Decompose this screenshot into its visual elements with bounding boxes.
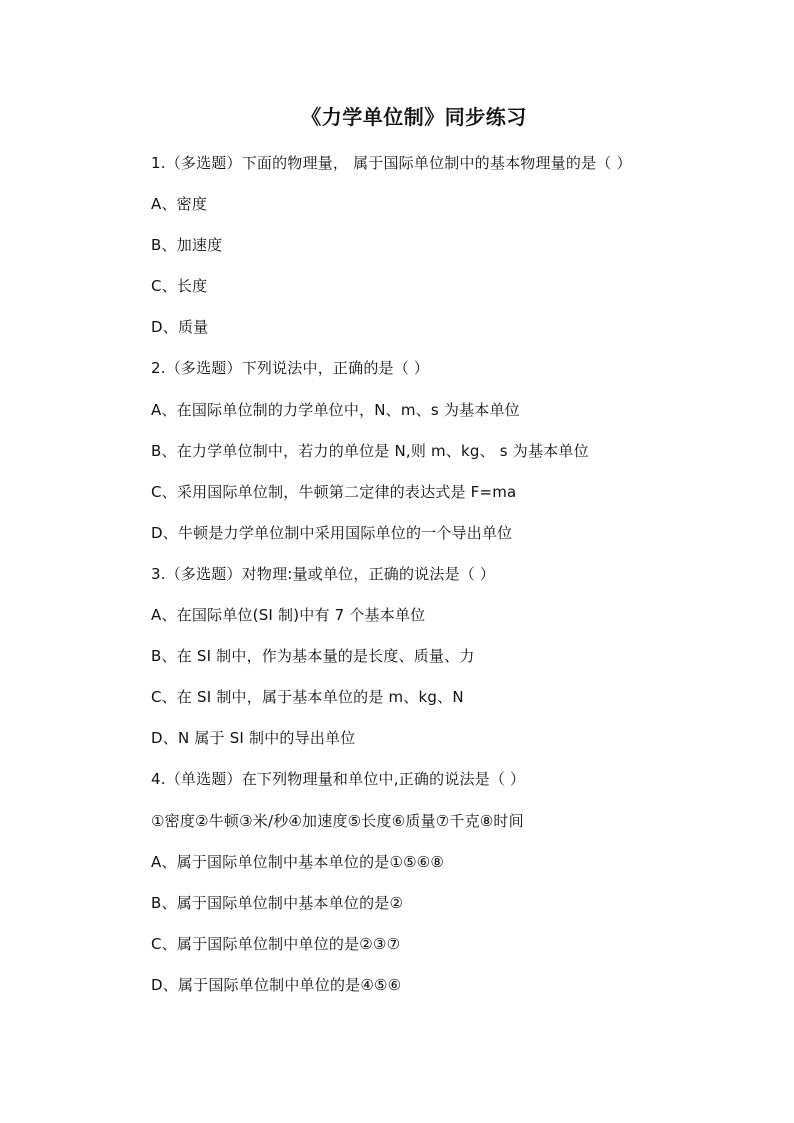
question-2-option-c: C、采用国际单位制，牛顿第二定律的表达式是 F=ma [151,482,517,501]
question-3-stem: 3.（多选题）对物理:量或单位，正确的说法是（ ） [151,564,496,583]
question-4-option-c: C、属于国际单位制中单位的是②③⑦ [151,934,401,953]
question-3-option-d: D、N 属于 SI 制中的导出单位 [151,729,356,748]
question-3-option-c: C、在 SI 制中，属于基本单位的是 m、kg、N [151,688,464,707]
question-2-option-d: D、牛顿是力学单位制中采用国际单位的一个导出单位 [151,523,513,542]
question-1-option-a: A、密度 [151,195,208,214]
question-4-option-a: A、属于国际单位制中基本单位的是①⑤⑥⑧ [151,852,445,871]
question-3-option-b: B、在 SI 制中，作为基本量的是长度、质量、力 [151,647,475,666]
question-2-stem: 2.（多选题）下列说法中，正确的是（ ） [151,359,430,378]
question-1-option-d: D、质量 [151,318,209,337]
document-title: 《力学单位制》同步练习 [301,105,527,129]
question-4-option-d: D、属于国际单位制中单位的是④⑤⑥ [151,975,402,994]
question-4-items: ①密度②牛顿③米/秒④加速度⑤长度⑥质量⑦千克⑧时间 [151,811,524,830]
question-1-option-c: C、长度 [151,277,208,296]
question-2-option-a: A、在国际单位制的力学单位中，N、m、s 为基本单位 [151,400,520,419]
question-1-option-b: B、加速度 [151,236,223,255]
question-4-stem: 4.（单选题）在下列物理量和单位中,正确的说法是（ ） [151,770,526,789]
question-3-option-a: A、在国际单位(SI 制)中有 7 个基本单位 [151,606,426,625]
question-4-option-b: B、属于国际单位制中基本单位的是② [151,893,404,912]
question-list [151,151,711,1014]
question-1-stem: 1.（多选题）下面的物理量， 属于国际单位制中的基本物理量的是（ ） [151,154,632,172]
question-2-option-b: B、在力学单位制中，若力的单位是 N,则 m、kg、 s 为基本单位 [151,441,589,460]
